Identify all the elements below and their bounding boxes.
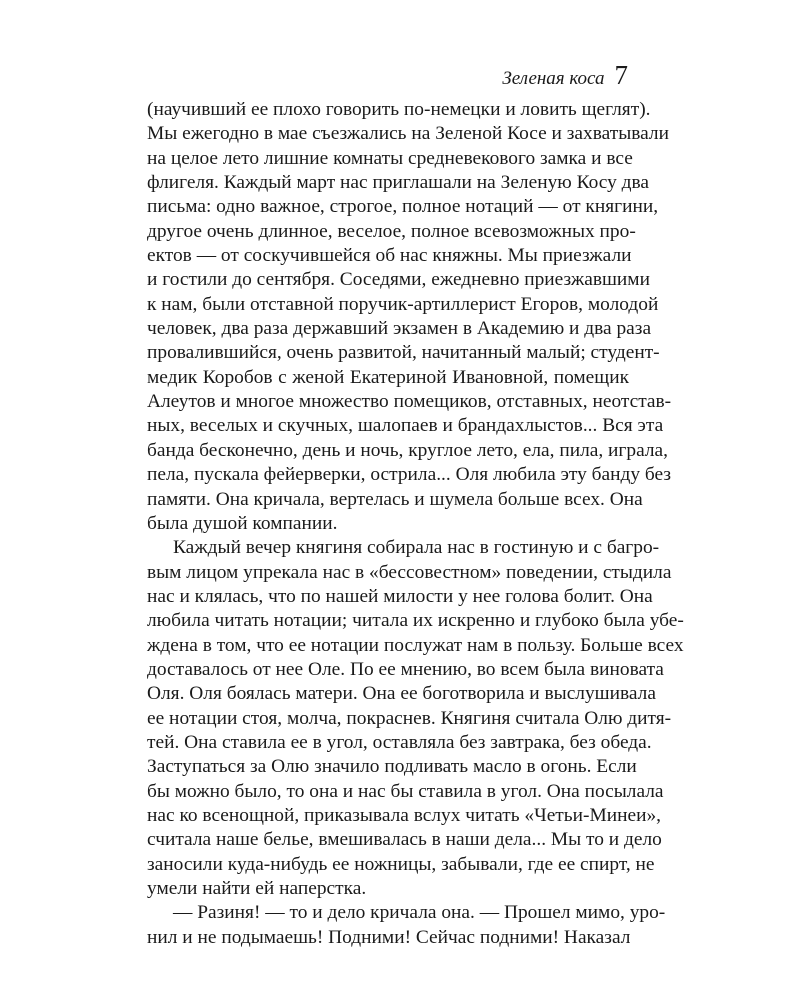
text-line: Мы ежегодно в мае съезжались на Зеленой Косе и захватывали: [147, 123, 669, 145]
page-number: 7: [614, 60, 628, 90]
text-line: банда бесконечно, день и ночь, круглое лето, ела, пила, играла,: [147, 439, 668, 461]
text-line: ектов — от соскучившейся об нас княжны. Мы приезжали: [147, 245, 632, 267]
text-line: медик Коробов с женой Екатериной Ивановной, помещик: [147, 366, 629, 388]
running-head: [502, 60, 628, 91]
text-line: письма: одно важное, строгое, полное нотаций — от княгини,: [147, 196, 659, 218]
text-line: ных, веселых и скучных, шалопаев и брандахлыстов... Вся эта: [147, 415, 664, 437]
body-text: [147, 98, 684, 950]
text-line: человек, два раза державший экзамен в Академию и два раза: [147, 318, 652, 340]
paragraph: [147, 98, 672, 536]
text-line: считала наше белье, вмешивалась в наши дела... Мы то и дело: [147, 829, 662, 851]
text-line: на целое лето лишние комнаты средневекового замка и все: [147, 147, 633, 169]
text-line: любила читать нотации; читала их искренно и глубоко была убе-: [147, 610, 684, 632]
text-line: тей. Она ставила ее в угол, оставляла без завтрака, без обеда.: [147, 731, 652, 753]
text-line: ее нотации стоя, молча, покраснев. Княгиня считала Олю дитя-: [147, 707, 672, 729]
paragraph: [147, 536, 684, 901]
text-line: бы можно было, то она и нас бы ставила в угол. Она посылала: [147, 780, 664, 802]
text-line: другое очень длинное, веселое, полное всевозможных про-: [147, 220, 636, 242]
text-line: нил и не подымаешь! Подними! Сейчас подними! Наказал: [147, 926, 631, 948]
text-line: ждена в том, что ее нотации послужат нам в пользу. Больше всех: [147, 634, 684, 656]
text-line: доставалось от нее Оле. По ее мнению, во всем была виновата: [147, 658, 664, 680]
text-line: Заступаться за Олю значило подливать масло в огонь. Если: [147, 756, 637, 778]
text-line: Алеутов и многое множество помещиков, отставных, неотстав-: [147, 391, 672, 413]
text-line: (научивший ее плохо говорить по-немецки и ловить щеглят).: [147, 99, 651, 120]
text-line: Оля. Оля боялась матери. Она ее боготворила и выслушивала: [147, 683, 656, 705]
text-line: Каждый вечер княгиня собирала нас в гостиную и с багро-: [173, 537, 660, 559]
text-line: пела, пускала фейерверки, острила... Оля любила эту банду без: [147, 464, 672, 486]
text-line: была душой компании.: [147, 512, 338, 534]
text-line: — Разиня! — то и дело кричала она. — Прошел мимо, уро-: [173, 902, 666, 924]
running-title: Зеленая коса: [502, 68, 605, 89]
text-line: вым лицом упрекала нас в «бессовестном» поведении, стыдила: [147, 561, 672, 583]
text-line: нас ко всенощной, приказывала вслух читать «Четьи-Минеи»,: [147, 804, 661, 826]
text-line: умели найти ей наперстка.: [147, 878, 367, 899]
text-line: к нам, были отставной поручик-артиллерист Егоров, молодой: [147, 293, 659, 315]
text-line: флигеля. Каждый март нас приглашали на Зеленую Косу два: [147, 172, 650, 194]
text-line: и гостили до сентября. Соседями, ежедневно приезжавшими: [147, 269, 650, 291]
text-line: провалившийся, очень развитой, начитанный малый; студент-: [147, 342, 660, 364]
text-line: заносили куда-нибудь ее ножницы, забывали, где ее спирт, не: [147, 853, 655, 875]
text-line: памяти. Она кричала, вертелась и шумела больше всех. Она: [147, 488, 643, 510]
text-line: нас и клялась, что по нашей милости у нее голова болит. Она: [147, 585, 653, 607]
paragraph: [147, 901, 666, 950]
